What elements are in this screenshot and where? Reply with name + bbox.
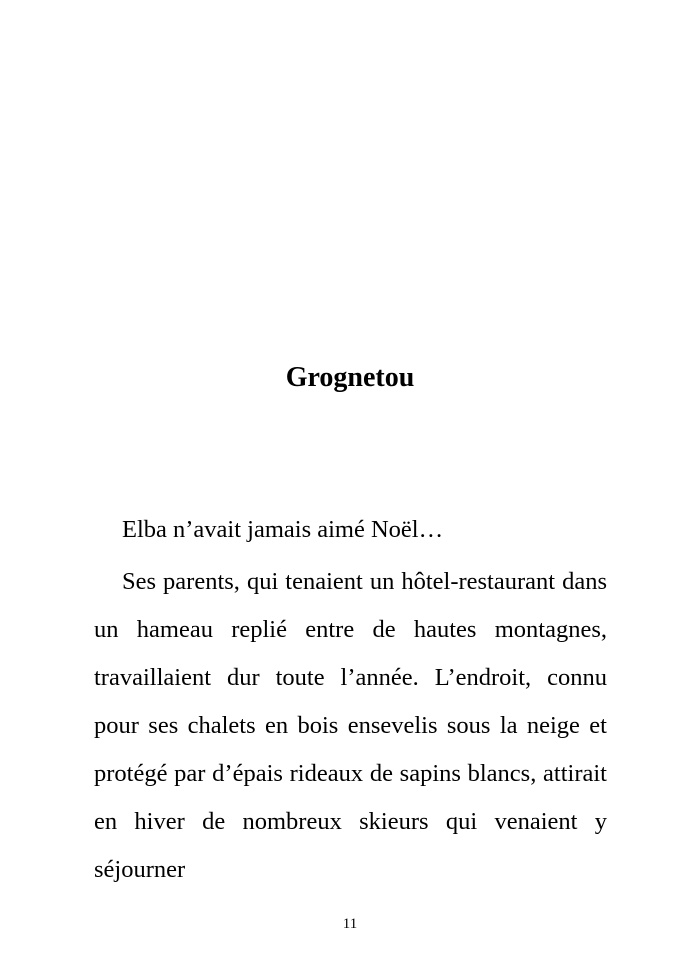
page-number: 11	[342, 916, 358, 932]
paragraph-opening: Elba n’avait jamais aimé Noël…	[122, 516, 444, 543]
paragraph-body: Ses parents, qui tenaient un hôtel-restaurant dans un hameau replié entre de hautes montagnes, travaillaient dur toute l’année. L’endroit, connu pour ses chalets en bois ensevelis sous la neige et protégé par d’épais rideaux de sapins blancs, attirait en hiver de nombreux skieurs qui venaient y séjourner	[94, 568, 607, 883]
chapter-title: Grognetou	[285, 362, 415, 393]
